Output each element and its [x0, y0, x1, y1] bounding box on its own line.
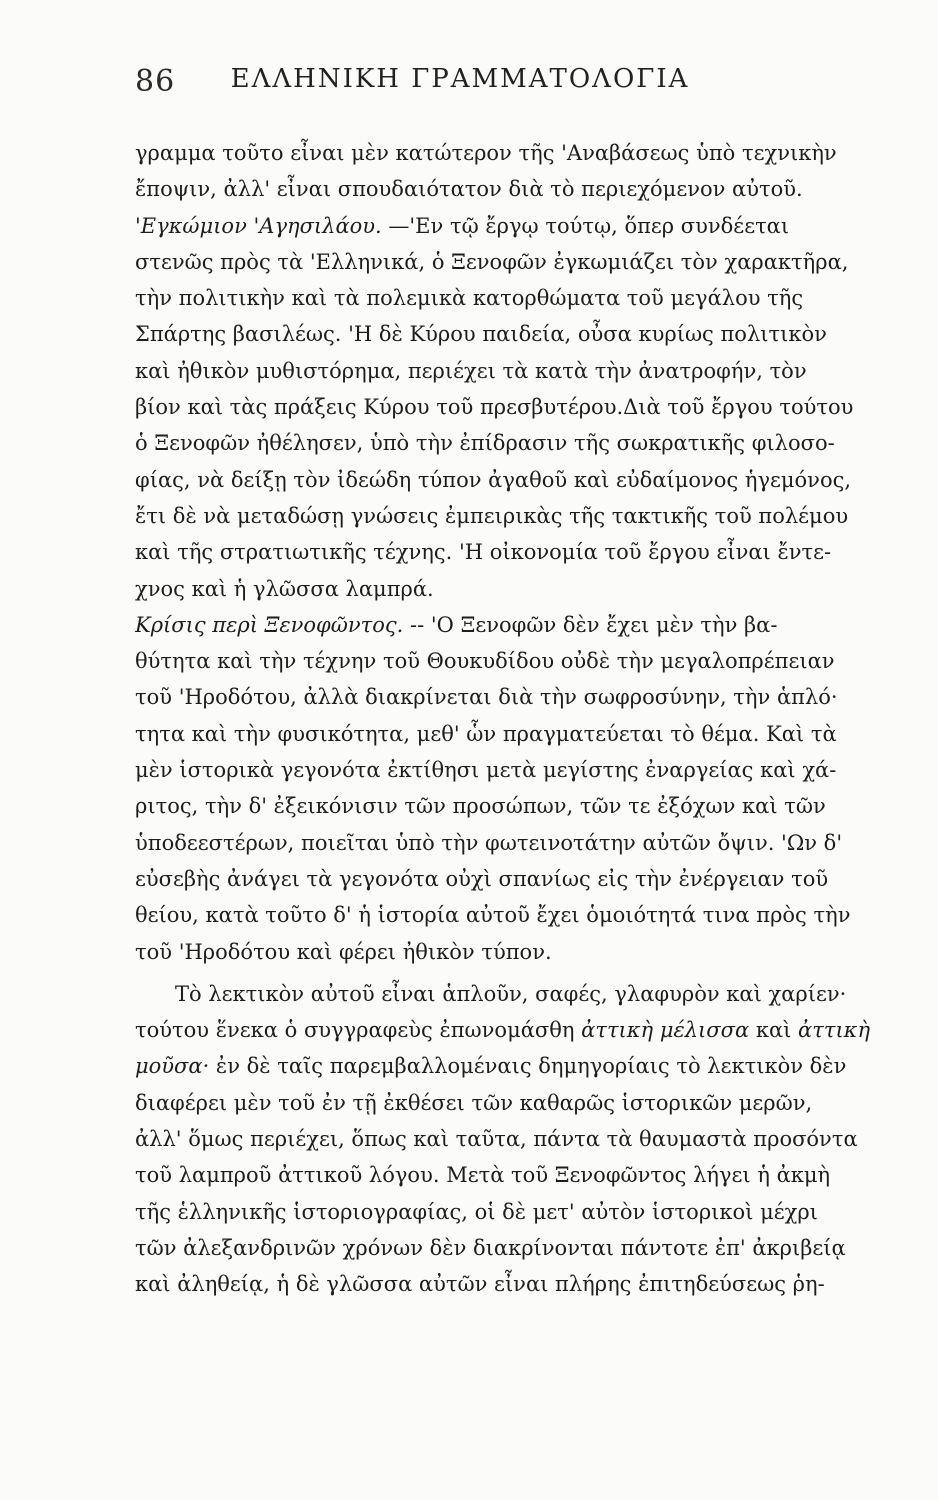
text-line — [135, 389, 887, 425]
text-line — [135, 244, 887, 280]
text-line — [135, 498, 887, 534]
italic-phrase: ἀττικὴ μέλισσα — [581, 1018, 750, 1043]
text-line — [135, 607, 887, 643]
line-text: θύτητα καὶ τὴν τέχνην τοῦ Θουκυδίδου οὐδὲ τὴν μεγαλοπρέπειαν — [135, 649, 835, 674]
line-text: ἔποψιν, ἀλλ' εἶναι σπουδαιότατον διὰ τὸ περιεχόμενον αὐτοῦ. — [135, 177, 803, 202]
italic-phrase: 'Εγκώμιον 'Αγησιλάου. — [135, 213, 382, 238]
line-text: τητα καὶ τὴν φυσικότητα, μεθ' ὧν πραγματεύεται τὸ θέμα. Καὶ τὰ — [135, 721, 837, 746]
text-line — [135, 534, 887, 570]
page-number: 86 — [135, 64, 176, 99]
italic-phrase: ἀττικὴ — [798, 1018, 871, 1043]
line-text: τοῦ 'Ηροδότου, ἀλλὰ διακρίνεται διὰ τὴν σωφροσύνην, τὴν ἁπλό· — [135, 685, 838, 710]
line-text: τὴν πολιτικὴν καὶ τὰ πολεμικὰ κατορθώματα τοῦ μεγάλου τῆς — [135, 286, 804, 311]
text-line — [135, 1085, 887, 1121]
text-line — [135, 752, 887, 788]
text-line — [135, 1012, 887, 1048]
line-text: τοῦ λαμπροῦ ἀττικοῦ λόγου. Μετὰ τοῦ Ξενοφῶντος λήγει ἡ ἀκμὴ — [135, 1163, 831, 1188]
text-line — [135, 1230, 887, 1266]
text-line — [135, 171, 887, 207]
text-line — [135, 976, 887, 1012]
line-text: χνος καὶ ἡ γλῶσσα λαμπρά. — [135, 576, 434, 601]
line-text: καὶ τῆς στρατιωτικῆς τέχνης. 'Η οἰκονομία τοῦ ἔργου εἶναι ἔντε- — [135, 540, 832, 565]
line-text: καὶ — [749, 1018, 799, 1043]
text-line — [135, 679, 887, 715]
text-line — [135, 934, 887, 970]
text-line — [135, 897, 887, 933]
line-text: ἐν δὲ ταῖς παρεμβαλλομέναις δημηγορίαις τὸ λεκτικὸν δὲν — [209, 1054, 847, 1079]
line-text: ὁ Ξενοφῶν ἠθέλησεν, ὑπὸ τὴν ἐπίδρασιν τῆς σωκρατικῆς φιλοσο- — [135, 431, 835, 456]
line-text: θείου, κατὰ τοῦτο δ' ἡ ἱστορία αὐτοῦ ἔχει ὁμοιότητά τινα πρὸς τὴν — [135, 903, 851, 928]
text-line — [135, 280, 887, 316]
text-line — [135, 425, 887, 461]
line-text: ριτος, τὴν δ' ἐξεικόνισιν τῶν προσώπων, τῶν τε ἐξόχων καὶ τῶν — [135, 794, 826, 819]
text-line — [135, 1121, 887, 1157]
line-text: εὐσεβὴς ἀνάγει τὰ γεγονότα οὐχὶ σπανίως εἰς τὴν ἐνέργειαν τοῦ — [135, 866, 829, 891]
line-text: μὲν ἱστορικὰ γεγονότα ἐκτίθησι μετὰ μεγίστης ἐναργείας καὶ χά- — [135, 758, 837, 783]
text-line — [135, 208, 887, 244]
text-line — [135, 316, 887, 352]
line-text: —'Εν τῷ ἔργῳ τούτῳ, ὅπερ συνδέεται — [381, 213, 790, 238]
line-text: τοῦ 'Ηροδότου καὶ φέρει ἠθικὸν τύπον. — [135, 939, 552, 964]
text-line — [135, 571, 887, 607]
line-text: τούτου ἕνεκα ὁ συγγραφεὺς ἐπωνομάσθη — [135, 1018, 582, 1043]
body-text — [135, 135, 887, 1303]
line-text: Σπάρτης βασιλέως. 'Η δὲ Κύρου παιδεία, οὖσα κυρίως πολιτικὸν — [135, 322, 827, 347]
line-text: φίας, νὰ δείξῃ τὸν ἰδεώδη τύπον ἀγαθοῦ καὶ εὐδαίμονος ἡγεμόνος, — [135, 467, 852, 492]
text-line — [135, 135, 887, 171]
text-line — [135, 788, 887, 824]
line-text: βίον καὶ τὰς πράξεις Κύρου τοῦ πρεσβυτέρου.Διὰ τοῦ ἔργου τούτου — [135, 395, 854, 420]
text-line — [135, 353, 887, 389]
line-text: τῶν ἀλεξανδρινῶν χρόνων δὲν διακρίνονται πάντοτε ἐπ' ἀκριβείᾳ — [135, 1235, 846, 1260]
text-line — [135, 825, 887, 861]
italic-phrase: Κρίσις περὶ Ξενοφῶντος. — [135, 612, 404, 637]
line-text: διαφέρει μὲν τοῦ ἐν τῇ ἐκθέσει τῶν καθαρῶς ἱστορικῶν μερῶν, — [135, 1090, 813, 1115]
text-line — [135, 861, 887, 897]
line-text: γραμμα τοῦτο εἶναι μὲν κατώτερον τῆς 'Αναβάσεως ὑπὸ τεχνικὴν — [135, 141, 837, 165]
line-text: τῆς ἑλληνικῆς ἱστοριογραφίας, οἱ δὲ μετ' αὐτὸν ἱστορικοὶ μέχρι — [135, 1199, 818, 1224]
line-text: καὶ ἠθικὸν μυθιστόρημα, περιέχει τὰ κατὰ τὴν ἀνατροφήν, τὸν — [135, 358, 807, 383]
line-text: -- 'Ο Ξενοφῶν δὲν ἔχει μὲν τὴν βα- — [403, 612, 778, 637]
line-text: ὑποδεεστέρων, ποιεῖται ὑπὸ τὴν φωτεινοτάτην αὐτῶν ὄψιν. 'Ων δ' — [135, 830, 843, 855]
line-text: στενῶς πρὸς τὰ 'Ελληνικά, ὁ Ξενοφῶν ἐγκωμιάζει τὸν χαρακτῆρα, — [135, 249, 849, 274]
text-line — [135, 1266, 887, 1302]
text-line — [135, 716, 887, 752]
text-line — [135, 1157, 887, 1193]
line-text: ἀλλ' ὅμως περιέχει, ὅπως καὶ ταῦτα, πάντα τὰ θαυμαστὰ προσόντα — [135, 1127, 858, 1152]
italic-phrase: μοῦσα· — [135, 1054, 210, 1079]
text-line — [135, 462, 887, 498]
text-line — [135, 1194, 887, 1230]
line-text: καὶ ἀληθείᾳ, ἡ δὲ γλῶσσα αὐτῶν εἶναι πλήρης ἐπιτηδεύσεως ῥη- — [135, 1272, 825, 1297]
line-text: Τὸ λεκτικὸν αὐτοῦ εἶναι ἁπλοῦν, σαφές, γλαφυρὸν καὶ χαρίεν· — [175, 981, 847, 1006]
text-line — [135, 1048, 887, 1084]
text-line — [135, 643, 887, 679]
running-title: ΕΛΛΗΝΙΚΗ ΓΡΑΜΜΑΤΟΛΟΓΙΑ — [230, 64, 690, 94]
page-header — [135, 64, 785, 104]
line-text: ἔτι δὲ νὰ μεταδώσῃ γνώσεις ἐμπειρικὰς τῆς τακτικῆς τοῦ πολέμου — [135, 503, 849, 528]
